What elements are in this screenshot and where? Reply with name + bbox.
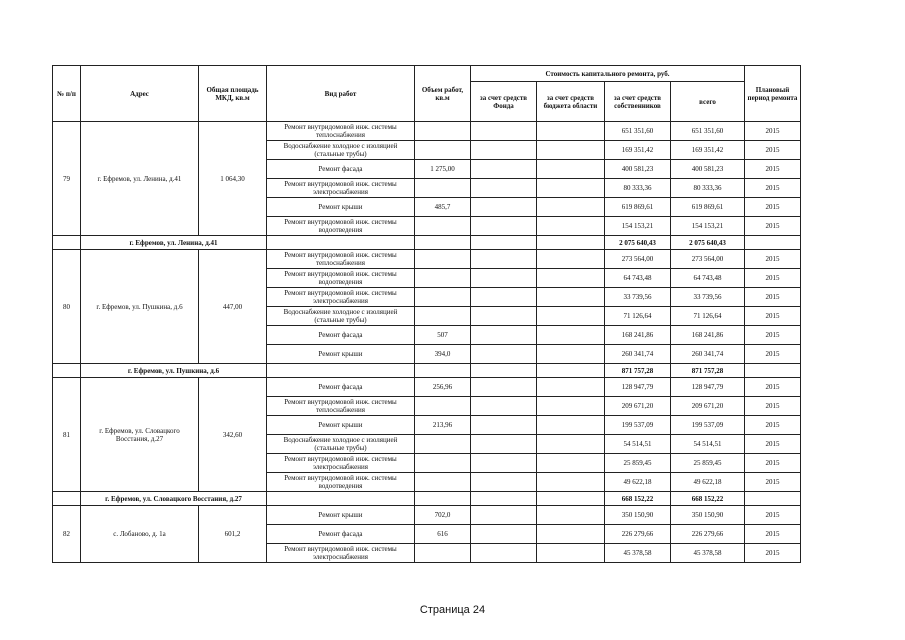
owners-cost-cell: 651 351,60 xyxy=(605,122,671,141)
header-budget: за счет средств бюджета области xyxy=(537,82,605,122)
period-cell: 2015 xyxy=(745,345,801,364)
budget-cell xyxy=(537,473,605,492)
budget-cell xyxy=(537,397,605,416)
volume-cell xyxy=(415,544,471,563)
subtotal-budget-cell xyxy=(537,236,605,250)
owners-cost-cell: 260 341,74 xyxy=(605,345,671,364)
volume-cell: 702,0 xyxy=(415,506,471,525)
owners-cost-cell: 154 153,21 xyxy=(605,217,671,236)
volume-cell xyxy=(415,307,471,326)
subtotal-budget-cell xyxy=(537,492,605,506)
header-total: всего xyxy=(671,82,745,122)
header-volume: Объем работ, кв.м xyxy=(415,66,471,122)
table-row xyxy=(53,506,801,525)
budget-cell xyxy=(537,378,605,397)
area-cell: 1 064,30 xyxy=(199,122,267,236)
owners-cost-cell: 45 378,58 xyxy=(605,544,671,563)
owners-cost-cell: 80 333,36 xyxy=(605,179,671,198)
volume-cell xyxy=(415,435,471,454)
subtotal-period-cell xyxy=(745,492,801,506)
work-type-cell: Водоснабжение холодное с изоляцией (стальные трубы) xyxy=(267,141,415,160)
period-cell: 2015 xyxy=(745,250,801,269)
work-type-cell: Ремонт внутридомовой инж. системы водоотведения xyxy=(267,269,415,288)
work-type-cell: Ремонт внутридомовой инж. системы теплоснабжения xyxy=(267,250,415,269)
owners-cost-cell: 226 279,66 xyxy=(605,525,671,544)
volume-cell: 394,0 xyxy=(415,345,471,364)
work-type-cell: Водоснабжение холодное с изоляцией (стальные трубы) xyxy=(267,307,415,326)
header-owners: за счет средств собственников xyxy=(605,82,671,122)
subtotal-total-cell: 2 075 640,43 xyxy=(671,236,745,250)
fund-cell xyxy=(471,198,537,217)
total-cost-cell: 209 671,20 xyxy=(671,397,745,416)
total-cost-cell: 350 150,90 xyxy=(671,506,745,525)
subtotal-owners-cell: 668 152,22 xyxy=(605,492,671,506)
period-cell: 2015 xyxy=(745,473,801,492)
work-type-cell: Водоснабжение холодное с изоляцией (стальные трубы) xyxy=(267,435,415,454)
budget-cell xyxy=(537,416,605,435)
header-address: Адрес xyxy=(81,66,199,122)
fund-cell xyxy=(471,454,537,473)
owners-cost-cell: 25 859,45 xyxy=(605,454,671,473)
period-cell: 2015 xyxy=(745,160,801,179)
budget-cell xyxy=(537,454,605,473)
total-cost-cell: 80 333,36 xyxy=(671,179,745,198)
total-cost-cell: 226 279,66 xyxy=(671,525,745,544)
fund-cell xyxy=(471,250,537,269)
fund-cell xyxy=(471,506,537,525)
period-cell: 2015 xyxy=(745,544,801,563)
volume-cell xyxy=(415,141,471,160)
owners-cost-cell: 400 581,23 xyxy=(605,160,671,179)
address-cell: г. Ефремов, ул. Ленина, д.41 xyxy=(81,122,199,236)
budget-cell xyxy=(537,198,605,217)
fund-cell xyxy=(471,378,537,397)
work-type-cell: Ремонт внутридомовой инж. системы электроснабжения xyxy=(267,454,415,473)
work-type-cell: Ремонт крыши xyxy=(267,345,415,364)
work-type-cell: Ремонт внутридомовой инж. системы теплоснабжения xyxy=(267,397,415,416)
owners-cost-cell: 169 351,42 xyxy=(605,141,671,160)
total-cost-cell: 64 743,48 xyxy=(671,269,745,288)
area-cell: 601,2 xyxy=(199,506,267,563)
period-cell: 2015 xyxy=(745,378,801,397)
subtotal-owners-cell: 871 757,28 xyxy=(605,364,671,378)
subtotal-row xyxy=(53,492,801,506)
fund-cell xyxy=(471,288,537,307)
total-cost-cell: 49 622,18 xyxy=(671,473,745,492)
period-cell: 2015 xyxy=(745,179,801,198)
header-area: Общая площадь МКД, кв.м xyxy=(199,66,267,122)
volume-cell: 616 xyxy=(415,525,471,544)
budget-cell xyxy=(537,307,605,326)
fund-cell xyxy=(471,141,537,160)
total-cost-cell: 273 564,00 xyxy=(671,250,745,269)
budget-cell xyxy=(537,250,605,269)
owners-cost-cell: 209 671,20 xyxy=(605,397,671,416)
owners-cost-cell: 33 739,56 xyxy=(605,288,671,307)
subtotal-volume-cell xyxy=(415,492,471,506)
volume-cell: 1 275,00 xyxy=(415,160,471,179)
total-cost-cell: 619 869,61 xyxy=(671,198,745,217)
work-type-cell: Ремонт крыши xyxy=(267,416,415,435)
period-cell: 2015 xyxy=(745,416,801,435)
address-cell: с. Лобаново, д. 1а xyxy=(81,506,199,563)
header-fund: за счет средств Фонда xyxy=(471,82,537,122)
owners-cost-cell: 199 537,09 xyxy=(605,416,671,435)
repair-table-sheet xyxy=(52,65,800,563)
volume-cell xyxy=(415,288,471,307)
period-cell: 2015 xyxy=(745,454,801,473)
subtotal-owners-cell: 2 075 640,43 xyxy=(605,236,671,250)
work-type-cell: Ремонт фасада xyxy=(267,160,415,179)
fund-cell xyxy=(471,416,537,435)
fund-cell xyxy=(471,160,537,179)
volume-cell xyxy=(415,269,471,288)
volume-cell xyxy=(415,217,471,236)
budget-cell xyxy=(537,179,605,198)
budget-cell xyxy=(537,160,605,179)
volume-cell: 256,96 xyxy=(415,378,471,397)
work-type-cell: Ремонт крыши xyxy=(267,506,415,525)
total-cost-cell: 168 241,86 xyxy=(671,326,745,345)
header-cost-group: Стоимость капитального ремонта, руб. xyxy=(471,66,745,82)
work-type-cell: Ремонт фасада xyxy=(267,378,415,397)
owners-cost-cell: 350 150,90 xyxy=(605,506,671,525)
fund-cell xyxy=(471,269,537,288)
fund-cell xyxy=(471,544,537,563)
total-cost-cell: 651 351,60 xyxy=(671,122,745,141)
period-cell: 2015 xyxy=(745,198,801,217)
subtotal-volume-cell xyxy=(415,236,471,250)
total-cost-cell: 128 947,79 xyxy=(671,378,745,397)
budget-cell xyxy=(537,269,605,288)
subtotal-work-cell xyxy=(267,364,415,378)
fund-cell xyxy=(471,435,537,454)
row-number-cell: 81 xyxy=(53,378,81,492)
total-cost-cell: 25 859,45 xyxy=(671,454,745,473)
area-cell: 342,60 xyxy=(199,378,267,492)
work-type-cell: Ремонт крыши xyxy=(267,198,415,217)
period-cell: 2015 xyxy=(745,435,801,454)
total-cost-cell: 71 126,64 xyxy=(671,307,745,326)
owners-cost-cell: 54 514,51 xyxy=(605,435,671,454)
header-num: № п/п xyxy=(53,66,81,122)
budget-cell xyxy=(537,122,605,141)
period-cell: 2015 xyxy=(745,307,801,326)
subtotal-work-cell xyxy=(267,236,415,250)
volume-cell xyxy=(415,397,471,416)
volume-cell xyxy=(415,473,471,492)
subtotal-volume-cell xyxy=(415,364,471,378)
period-cell: 2015 xyxy=(745,217,801,236)
budget-cell xyxy=(537,506,605,525)
total-cost-cell: 54 514,51 xyxy=(671,435,745,454)
work-type-cell: Ремонт внутридомовой инж. системы теплоснабжения xyxy=(267,122,415,141)
period-cell: 2015 xyxy=(745,525,801,544)
total-cost-cell: 154 153,21 xyxy=(671,217,745,236)
period-cell: 2015 xyxy=(745,506,801,525)
total-cost-cell: 33 739,56 xyxy=(671,288,745,307)
owners-cost-cell: 71 126,64 xyxy=(605,307,671,326)
volume-cell: 213,96 xyxy=(415,416,471,435)
subtotal-num-cell xyxy=(53,236,81,250)
period-cell: 2015 xyxy=(745,269,801,288)
subtotal-total-cell: 871 757,28 xyxy=(671,364,745,378)
period-cell: 2015 xyxy=(745,122,801,141)
area-cell: 447,00 xyxy=(199,250,267,364)
header-work: Вид работ xyxy=(267,66,415,122)
owners-cost-cell: 49 622,18 xyxy=(605,473,671,492)
volume-cell xyxy=(415,179,471,198)
budget-cell xyxy=(537,288,605,307)
subtotal-row xyxy=(53,364,801,378)
period-cell: 2015 xyxy=(745,288,801,307)
volume-cell: 507 xyxy=(415,326,471,345)
fund-cell xyxy=(471,326,537,345)
fund-cell xyxy=(471,179,537,198)
budget-cell xyxy=(537,141,605,160)
owners-cost-cell: 64 743,48 xyxy=(605,269,671,288)
budget-cell xyxy=(537,345,605,364)
volume-cell xyxy=(415,454,471,473)
fund-cell xyxy=(471,345,537,364)
budget-cell xyxy=(537,544,605,563)
subtotal-num-cell xyxy=(53,492,81,506)
subtotal-period-cell xyxy=(745,364,801,378)
period-cell: 2015 xyxy=(745,397,801,416)
row-number-cell: 80 xyxy=(53,250,81,364)
volume-cell: 485,7 xyxy=(415,198,471,217)
period-cell: 2015 xyxy=(745,326,801,345)
table-row xyxy=(53,122,801,141)
subtotal-fund-cell xyxy=(471,364,537,378)
page-number: Страница 24 xyxy=(419,604,486,616)
subtotal-label-cell: г. Ефремов, ул. Словацкого Восстания, д.27 xyxy=(81,492,267,506)
total-cost-cell: 199 537,09 xyxy=(671,416,745,435)
total-cost-cell: 169 351,42 xyxy=(671,141,745,160)
subtotal-work-cell xyxy=(267,492,415,506)
subtotal-budget-cell xyxy=(537,364,605,378)
volume-cell xyxy=(415,122,471,141)
owners-cost-cell: 128 947,79 xyxy=(605,378,671,397)
row-number-cell: 79 xyxy=(53,122,81,236)
work-type-cell: Ремонт внутридомовой инж. системы водоотведения xyxy=(267,217,415,236)
volume-cell xyxy=(415,250,471,269)
subtotal-label-cell: г. Ефремов, ул. Ленина, д.41 xyxy=(81,236,267,250)
owners-cost-cell: 619 869,61 xyxy=(605,198,671,217)
subtotal-num-cell xyxy=(53,364,81,378)
work-type-cell: Ремонт внутридомовой инж. системы электроснабжения xyxy=(267,288,415,307)
row-number-cell: 82 xyxy=(53,506,81,563)
table-row xyxy=(53,378,801,397)
fund-cell xyxy=(471,217,537,236)
work-type-cell: Ремонт внутридомовой инж. системы водоотведения xyxy=(267,473,415,492)
table-body xyxy=(53,122,801,563)
address-cell: г. Ефремов, ул. Словацкого Восстания, д.27 xyxy=(81,378,199,492)
subtotal-total-cell: 668 152,22 xyxy=(671,492,745,506)
address-cell: г. Ефремов, ул. Пушкина, д.6 xyxy=(81,250,199,364)
total-cost-cell: 400 581,23 xyxy=(671,160,745,179)
total-cost-cell: 45 378,58 xyxy=(671,544,745,563)
fund-cell xyxy=(471,397,537,416)
budget-cell xyxy=(537,326,605,345)
subtotal-fund-cell xyxy=(471,492,537,506)
subtotal-fund-cell xyxy=(471,236,537,250)
work-type-cell: Ремонт фасада xyxy=(267,326,415,345)
fund-cell xyxy=(471,473,537,492)
owners-cost-cell: 273 564,00 xyxy=(605,250,671,269)
work-type-cell: Ремонт внутридомовой инж. системы электроснабжения xyxy=(267,544,415,563)
capital-repair-table xyxy=(52,65,801,563)
fund-cell xyxy=(471,525,537,544)
subtotal-row xyxy=(53,236,801,250)
fund-cell xyxy=(471,307,537,326)
owners-cost-cell: 168 241,86 xyxy=(605,326,671,345)
subtotal-label-cell: г. Ефремов, ул. Пушкина, д.6 xyxy=(81,364,267,378)
work-type-cell: Ремонт фасада xyxy=(267,525,415,544)
table-row xyxy=(53,250,801,269)
budget-cell xyxy=(537,525,605,544)
total-cost-cell: 260 341,74 xyxy=(671,345,745,364)
work-type-cell: Ремонт внутридомовой инж. системы электроснабжения xyxy=(267,179,415,198)
budget-cell xyxy=(537,217,605,236)
fund-cell xyxy=(471,122,537,141)
budget-cell xyxy=(537,435,605,454)
period-cell: 2015 xyxy=(745,141,801,160)
header-period: Плановый период ремонта xyxy=(745,66,801,122)
subtotal-period-cell xyxy=(745,236,801,250)
